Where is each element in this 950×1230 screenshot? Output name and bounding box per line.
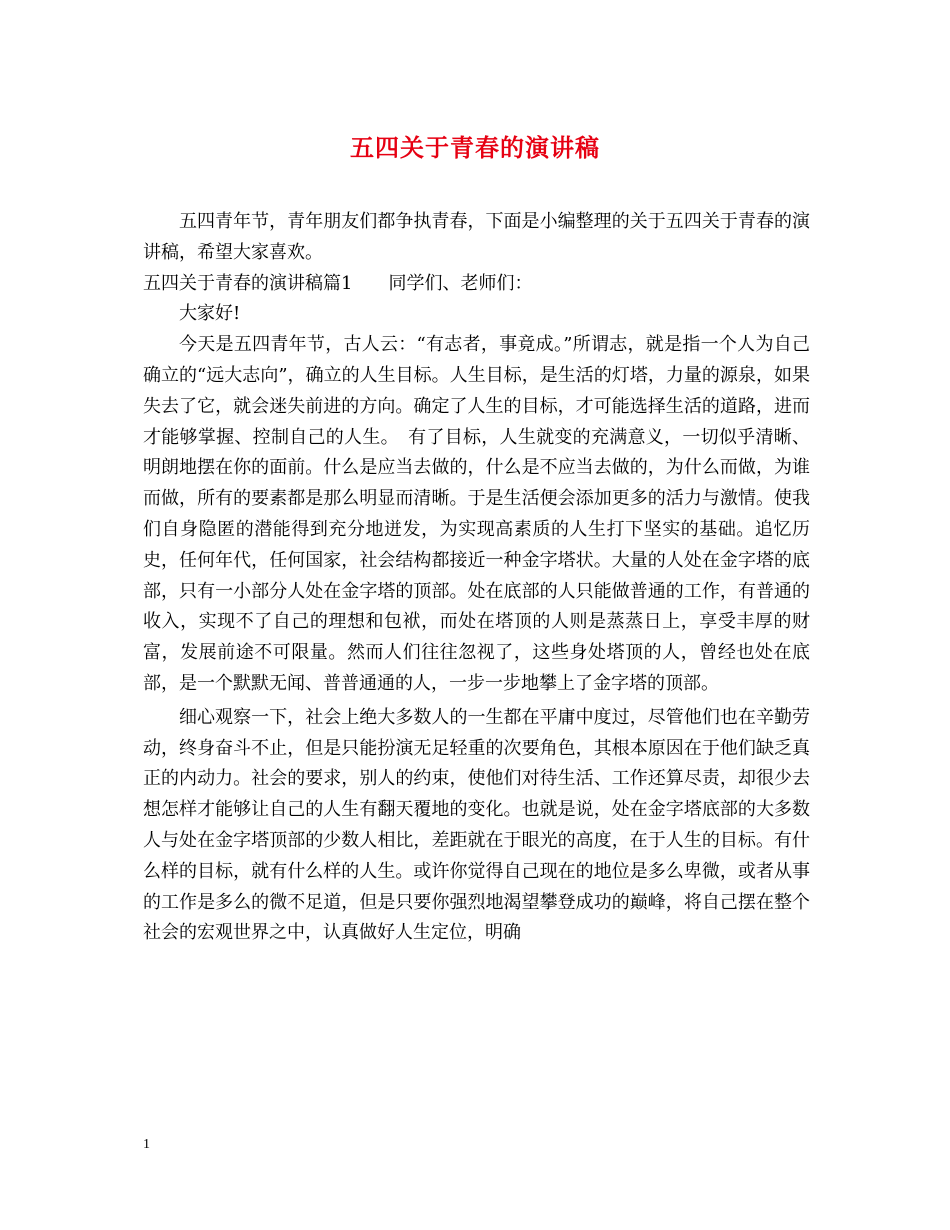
body-paragraph-2: 细心观察一下，社会上绝大多数人的一生都在平庸中度过，尽管他们也在辛勤劳动，终身奋斗不止，但是只能扮演无足轻重的次要角色，其根本原因在于他们缺乏真正的内动力。社会的要求，别人的约束，使他们对待生活、工作还算尽责，却很少去想怎样才能够让自己的人生有翻天覆地的变化。也就是说，处在金字塔底部的大多数人与处在金字塔顶部的少数人相比，差距就在于眼光的高度，在于人生的目标。有什么样的目标，就有什么样的人生。或许你觉得自己现在的地位是多么卑微，或者从事的工作是多么的微不足道，但是只要你强烈地渴望攀登成功的巅峰，将自己摆在整个社会的宏观世界之中，认真做好人生定位，明确 xyxy=(143,706,810,944)
greeting-paragraph: 大家好! xyxy=(179,303,241,325)
document-body xyxy=(143,207,810,949)
document-title: 五四关于青春的演讲稿 xyxy=(350,133,600,162)
section-heading-line: 五四关于青春的演讲稿篇1 同学们、老师们： xyxy=(143,272,533,294)
body-paragraph-1: 今天是五四青年节，古人云：“有志者，事竟成。”所谓志，就是指一个人为自己确立的“远大志向”，确立的人生目标。人生目标，是生活的灯塔，力量的源泉，如果失去了它，就会迷失前进的方向。确定了人生的目标，才可能选择生活的道路，进而才能够掌握、控制自己的人生。 有了目标，人生就变的充满意义，一切似乎清晰、明朗地摆在你的面前。什么是应当去做的，什么是不应当去做的，为什么而做，为谁而做，所有的要素都是那么明显而清晰。于是生活便会添加更多的活力与激情。使我们自身隐匿的潜能得到充分地迸发，为实现高素质的人生打下坚实的基础。追忆历史，任何年代，任何国家，社会结构都接近一种金字塔状。大量的人处在金字塔的底部，只有一小部分人处在金字塔的顶部。处在底部的人只能做普通的工作，有普通的收入，实现不了自己的理想和包袱，而处在塔顶的人则是蒸蒸日上，享受丰厚的财富，发展前途不可限量。然而人们往往忽视了，这些身处塔顶的人，曾经也处在底部，是一个默默无闻、普普通通的人，一步一步地攀上了金字塔的顶部。 xyxy=(143,334,810,694)
page-number: 1 xyxy=(143,1137,150,1152)
intro-paragraph: 五四青年节，青年朋友们都争执青春，下面是小编整理的关于五四关于青春的演讲稿，希望大家喜欢。 xyxy=(143,211,810,263)
